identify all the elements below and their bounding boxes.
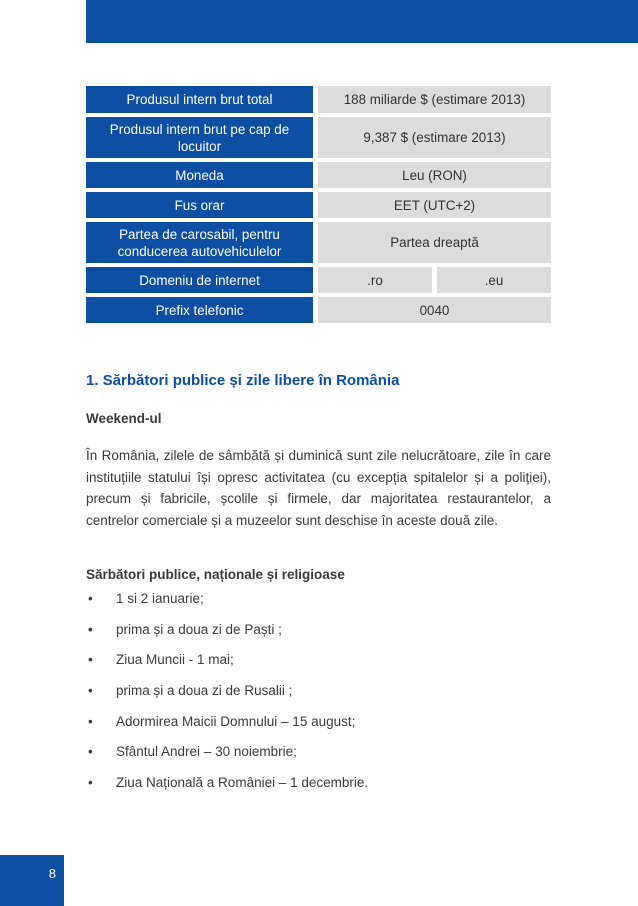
table-row <box>86 267 551 293</box>
list-item <box>86 622 551 653</box>
list-item <box>86 652 551 683</box>
holiday-text: Adormirea Maicii Domnului – 15 august; <box>116 713 356 729</box>
bullet-icon: • <box>88 591 93 606</box>
list-item <box>86 591 551 622</box>
row-value: 188 miliarde $ (estimare 2013) <box>318 86 551 113</box>
page-number-tab <box>0 855 64 906</box>
row-value: 0040 <box>318 297 551 323</box>
row-value: Leu (RON) <box>318 162 551 188</box>
holiday-text: Ziua Muncii - 1 mai; <box>116 652 234 668</box>
bullet-icon: • <box>88 621 93 637</box>
list-item <box>86 744 551 775</box>
list-item <box>86 714 551 745</box>
table-row <box>86 297 551 323</box>
bullet-icon: • <box>88 744 93 760</box>
holiday-text: 1 si 2 ianuarie; <box>116 591 204 606</box>
holidays-heading: Sărbători publice, naționale și religioase <box>86 567 345 582</box>
section-heading: 1. Sărbători publice și zile libere în România <box>86 372 400 389</box>
header-bar <box>86 0 638 43</box>
holiday-text: Sfântul Andrei – 30 noiembrie; <box>116 744 297 760</box>
row-value: 9,387 $ (estimare 2013) <box>318 117 551 158</box>
list-item <box>86 775 551 806</box>
holiday-list <box>86 591 551 806</box>
row-value: EET (UTC+2) <box>318 192 551 218</box>
holiday-text: prima și a doua zi de Rusalii ; <box>116 683 293 699</box>
row-value-split <box>318 267 551 293</box>
bullet-icon: • <box>88 652 93 668</box>
table-row <box>86 162 551 188</box>
row-value: .eu <box>437 267 551 293</box>
row-label: Domeniu de internet <box>86 267 313 293</box>
table-row <box>86 86 551 113</box>
row-label: Produsul intern brut total <box>86 86 313 113</box>
table-row <box>86 192 551 218</box>
bullet-icon: • <box>88 775 93 791</box>
table-row <box>86 117 551 158</box>
row-label: Produsul intern brut pe cap de locuitor <box>86 117 313 158</box>
row-label: Moneda <box>86 162 313 188</box>
row-value: Partea dreaptă <box>318 222 551 263</box>
weekend-paragraph: În România, zilele de sâmbătă și duminică sunt zile nelucrătoare, zile în care instituțiile statului își opresc activitatea (cu excepția spitalelor și a poliției), precum și fabricile, școlile și firmele, dar majoritatea restaurantelor, a centrelor comerciale și a muzeelor sunt deschise în aceste două zile. <box>86 448 551 528</box>
bullet-icon: • <box>88 713 93 729</box>
row-label: Fus orar <box>86 192 313 218</box>
bullet-icon: • <box>88 683 93 699</box>
row-label: Prefix telefonic <box>86 297 313 323</box>
holiday-text: prima și a doua zi de Paști ; <box>116 621 282 637</box>
row-label: Partea de carosabil, pentru conducerea autovehiculelor <box>86 222 313 263</box>
country-facts-table <box>86 86 551 327</box>
weekend-heading: Weekend-ul <box>86 411 162 426</box>
list-item <box>86 683 551 714</box>
row-value: .ro <box>318 267 432 293</box>
holiday-text: Ziua Națională a României – 1 decembrie. <box>116 775 369 791</box>
page-number: 8 <box>48 866 56 881</box>
table-row <box>86 222 551 263</box>
